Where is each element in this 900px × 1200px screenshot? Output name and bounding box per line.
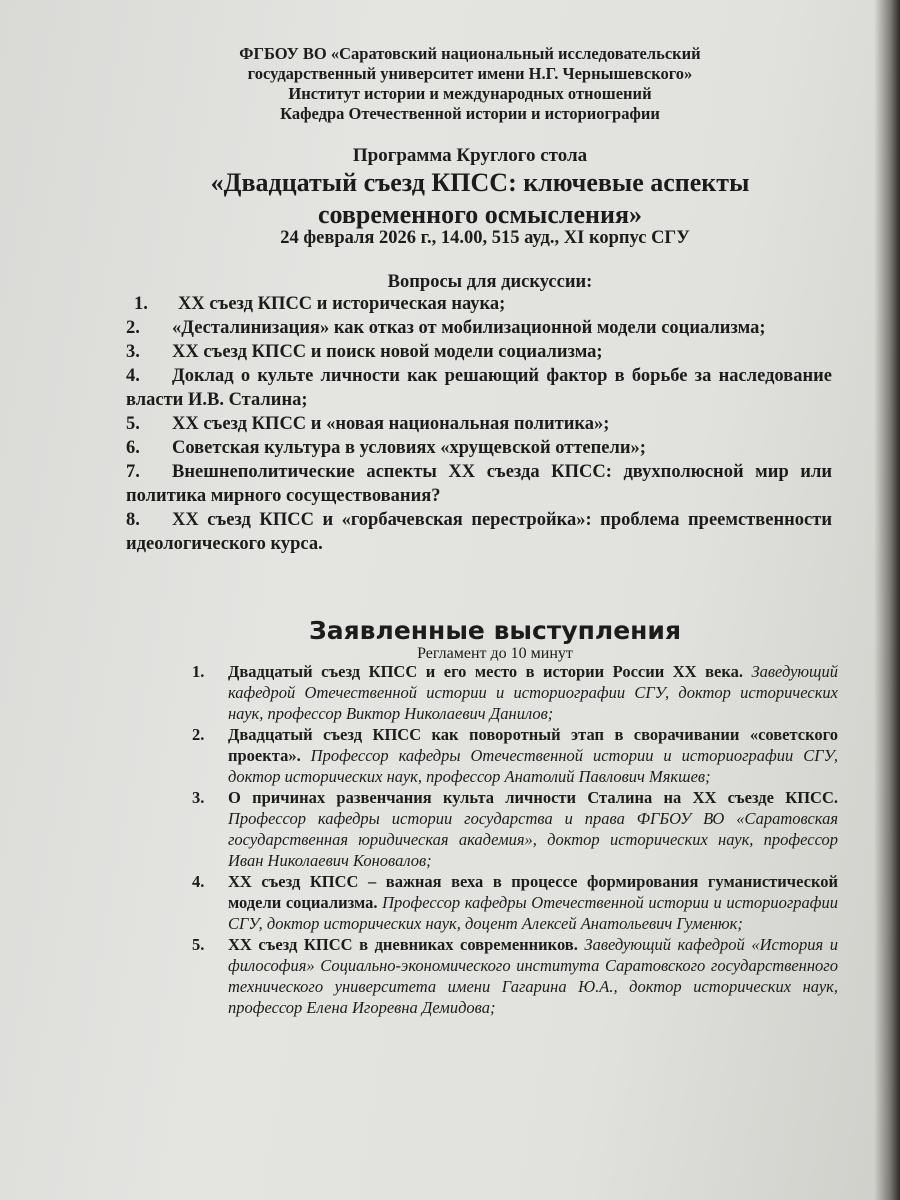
question-number: 8.	[126, 510, 140, 530]
talks-heading: Заявленные выступления	[309, 616, 681, 645]
question-text: Советская культура в условиях «хрущевской оттепели»;	[172, 438, 646, 458]
questions-heading: Вопросы для дискуссии:	[387, 272, 593, 292]
event-details: 24 февраля 2026 г., 14.00, 515 ауд., XI корпус СГУ	[280, 228, 690, 248]
question-text: XX съезд КПСС и историческая наука;	[178, 294, 506, 314]
talk-item	[192, 787, 838, 871]
talk-item	[192, 661, 838, 724]
header-line-institute: Институт истории и международных отношений	[288, 84, 652, 103]
talk-item	[192, 724, 838, 787]
question-number: 7.	[126, 462, 140, 482]
talks-time-limit: Регламент до 10 минут	[417, 645, 573, 662]
program-title: Программа Круглого стола	[352, 145, 588, 166]
question-item	[126, 316, 832, 340]
question-text: Доклад о культе личности как решающий фактор в борьбе за наследование власти И.В. Сталина;	[126, 366, 832, 410]
talk-item	[192, 871, 838, 934]
talk-body	[228, 934, 838, 1018]
talk-number: 2.	[192, 725, 205, 744]
event-title-line-2: современного осмысления»	[317, 200, 643, 229]
question-item	[126, 508, 832, 556]
question-number: 3.	[126, 342, 140, 362]
talk-number: 5.	[192, 935, 205, 954]
talk-body	[228, 724, 838, 787]
event-title-line-1: «Двадцатый съезд КПСС: ключевые аспекты	[210, 168, 750, 197]
institution-header	[150, 44, 790, 124]
talk-body	[228, 787, 838, 871]
header-line-university-name: государственный университет имени Н.Г. Чернышевского»	[247, 64, 693, 83]
talk-title: Двадцатый съезд КПСС и его место в истории России XX века.	[228, 662, 743, 681]
talk-body	[228, 661, 838, 724]
talk-title: Двадцатый съезд КПСС как поворотный этап в сворачивании «советского проекта».	[228, 725, 838, 765]
talks-list	[192, 661, 838, 1018]
question-item	[126, 340, 832, 364]
question-number: 6.	[126, 438, 140, 458]
question-number: 5.	[126, 414, 140, 434]
question-number: 4.	[126, 366, 140, 386]
question-text: «Десталинизация» как отказ от мобилизационной модели социализма;	[172, 318, 766, 338]
talk-speaker: Заведующий кафедрой Отечественной истории и историографии СГУ, доктор исторических наук, профессор Виктор Николаевич Данилов;	[228, 662, 838, 723]
question-text: XX съезд КПСС и «горбачевская перестройка»: проблема преемственности идеологического курса.	[126, 510, 832, 554]
event-title	[150, 167, 810, 231]
question-item	[126, 460, 832, 508]
question-text: Внешнеполитические аспекты XX съезда КПСС: двухполюсной мир или политика мирного сосуществования?	[126, 462, 832, 506]
talk-title: XX съезд КПСС в дневниках современников.	[228, 935, 578, 954]
talk-number: 1.	[192, 662, 205, 681]
header-line-department: Кафедра Отечественной истории и историографии	[280, 104, 660, 123]
talk-title: О причинах развенчания культа личности Сталина на XX съезде КПСС.	[228, 788, 838, 807]
talk-number: 3.	[192, 788, 205, 807]
question-text: XX съезд КПСС и «новая национальная политика»;	[172, 414, 610, 434]
talk-speaker: Профессор кафедры Отечественной истории и историографии СГУ, доктор исторических наук, профессор Анатолий Павлович Мякшев;	[228, 746, 839, 786]
questions-list	[126, 292, 832, 556]
question-item	[126, 436, 832, 460]
talk-speaker: Профессор кафедры истории государства и права ФГБОУ ВО «Саратовская государственная юридическая академия», доктор исторических наук, профессор Иван Николаевич Коновалов;	[228, 809, 838, 870]
talk-title: XX съезд КПСС – важная веха в процессе формирования гуманистической модели социализма.	[228, 872, 838, 912]
talk-speaker: Профессор кафедры Отечественной истории и историографии СГУ, доктор исторических наук, доцент Алексей Анатольевич Гуменюк;	[228, 893, 839, 933]
question-item	[126, 364, 832, 412]
page-shadow-edge	[874, 0, 900, 1200]
question-number: 1.	[134, 294, 148, 314]
talk-item	[192, 934, 838, 1018]
question-number: 2.	[126, 318, 140, 338]
question-item	[126, 412, 832, 436]
talk-body	[228, 871, 838, 934]
question-text: XX съезд КПСС и поиск новой модели социализма;	[172, 342, 603, 362]
header-line-university: ФГБОУ ВО «Саратовский национальный исследовательский	[239, 44, 701, 63]
question-item	[126, 292, 832, 316]
talk-number: 4.	[192, 872, 205, 891]
talk-speaker: Заведующий кафедрой «История и философия» Социально-экономического института Саратовского государственного технического университета имени Гагарина Ю.А., доктор исторических наук, профессор Елена Игоревна Демидова;	[228, 935, 838, 1017]
